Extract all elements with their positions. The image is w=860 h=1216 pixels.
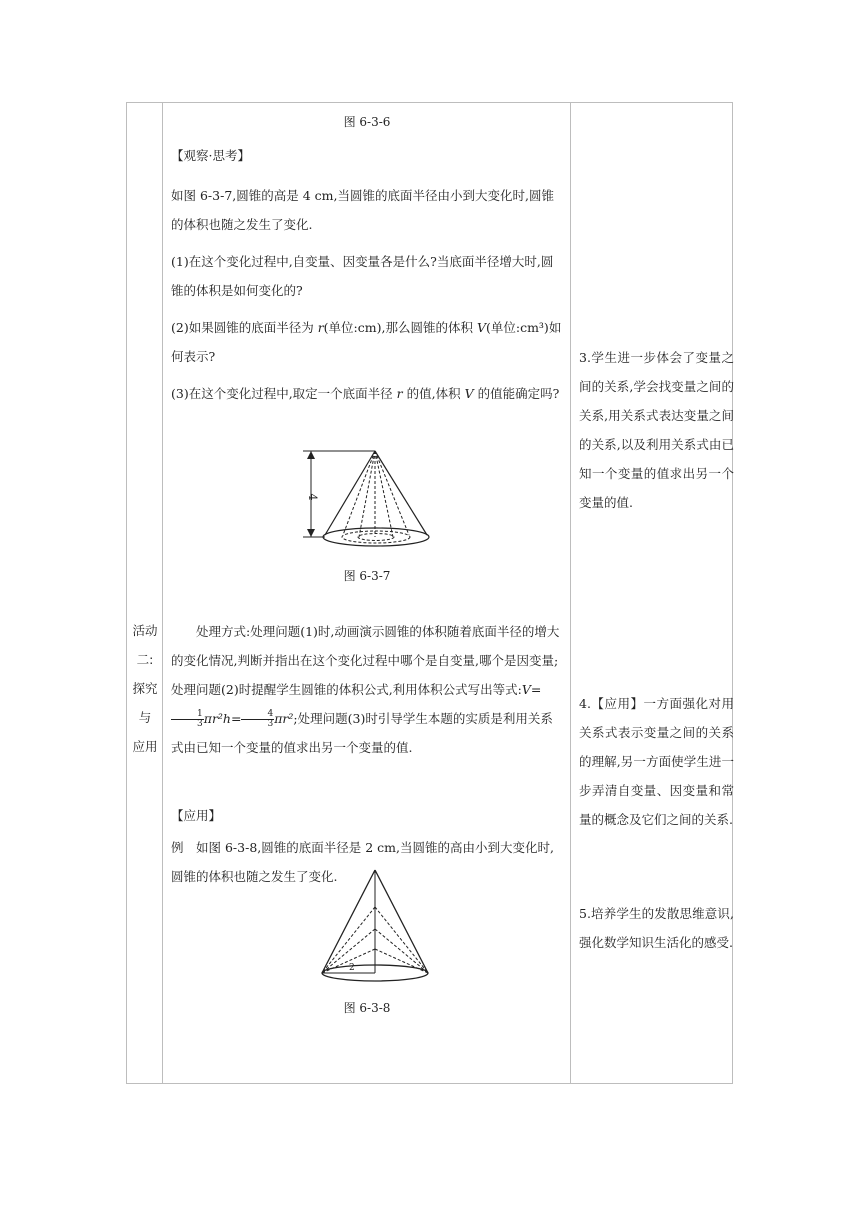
fraction-one-third [171, 710, 204, 729]
q2-text: (单位:cm),那么圆锥的体积 [323, 320, 477, 335]
activity-column [127, 103, 163, 1083]
notes-column [570, 103, 732, 1083]
question-3 [171, 379, 563, 408]
figure-caption-636: 图 6-3-6 [343, 115, 391, 129]
figure-caption-638: 图 6-3-8 [343, 1001, 391, 1015]
fraction-denominator: 3 [267, 719, 274, 729]
activity-label-line: 探究 [132, 681, 158, 696]
formula-part: πr² [274, 711, 294, 726]
fraction-four-thirds [241, 710, 274, 729]
q2-var-v: V [476, 320, 486, 335]
observe-heading: 【观察·思考】 [171, 148, 250, 163]
q3-text: 的值能确定吗? [473, 386, 560, 401]
cone-figure-637 [295, 447, 465, 549]
method-text: 处理方式:处理问题(1)时,动画演示圆锥的体积随着底面半径的增大的变化情况,判断并指出在这个变化过程中哪个是自变量,哪个是因变量;处理问题(2)时提醒学生圆锥的体积公式,利用体积公式写出等式: [171, 624, 560, 697]
activity-label-line: 应用 [132, 739, 158, 754]
lesson-table [126, 102, 733, 1084]
activity-label-line: 二: [136, 652, 154, 667]
q2-text: (2)如果圆锥的底面半径为 [171, 320, 318, 335]
radius-label: 2 [349, 963, 355, 973]
q3-text: 的值,体积 [402, 386, 465, 401]
example-text: 例 如图 6-3-8,圆锥的底面半径是 2 cm,当圆锥的高由小到大变化时,圆锥的体积也随之发生了变化. [171, 840, 554, 884]
activity-label-line: 与 [138, 710, 152, 725]
height-label: 4 [306, 493, 319, 501]
cone-figure-638 [319, 867, 431, 985]
formula-part: πr²h= [203, 711, 242, 726]
apply-heading: 【应用】 [171, 808, 222, 823]
activity-label-line: 活动 [132, 623, 158, 638]
question-2 [171, 313, 563, 371]
activity-label [127, 616, 163, 761]
fraction-denominator: 3 [197, 719, 203, 729]
q3-text: (3)在这个变化过程中,取定一个底面半径 [171, 386, 397, 401]
observe-intro: 如图 6-3-7,圆锥的高是 4 cm,当圆锥的底面半径由小到大变化时,圆锥的体积也随之发生了变化. [171, 188, 554, 232]
figure-caption-637: 图 6-3-7 [343, 569, 391, 583]
method-text: ;处理问题(3)时引导学生本题的实质是利用关系式由已知一个变量的值求出另一个变量的值. [171, 711, 553, 755]
note-3: 3.学生进一步体会了变量之间的关系,学会找变量之间的关系,用关系式表达变量之间的关系,以及利用关系式由已知一个变量的值求出另一个变量的值. [579, 350, 734, 510]
q2-text: (单位:cm³)如何表示? [171, 320, 562, 364]
note-4: 4.【应用】一方面强化对用关系式表示变量之间的关系的理解,另一方面使学生进一步弄清自变量、因变量和常量的概念及它们之间的关系. [579, 696, 734, 827]
question-1: (1)在这个变化过程中,自变量、因变量各是什么?当底面半径增大时,圆锥的体积是如何变化的? [171, 254, 554, 298]
formula-part: V= [521, 682, 542, 697]
q3-var-v: V [464, 386, 474, 401]
method-paragraph [171, 617, 563, 762]
q3-var-r: r [396, 386, 403, 401]
fraction-numerator: 4 [241, 710, 274, 720]
note-5: 5.培养学生的发散思维意识,强化数学知识生活化的感受. [579, 906, 734, 950]
fraction-numerator: 1 [171, 710, 204, 720]
q2-var-r: r [317, 320, 324, 335]
